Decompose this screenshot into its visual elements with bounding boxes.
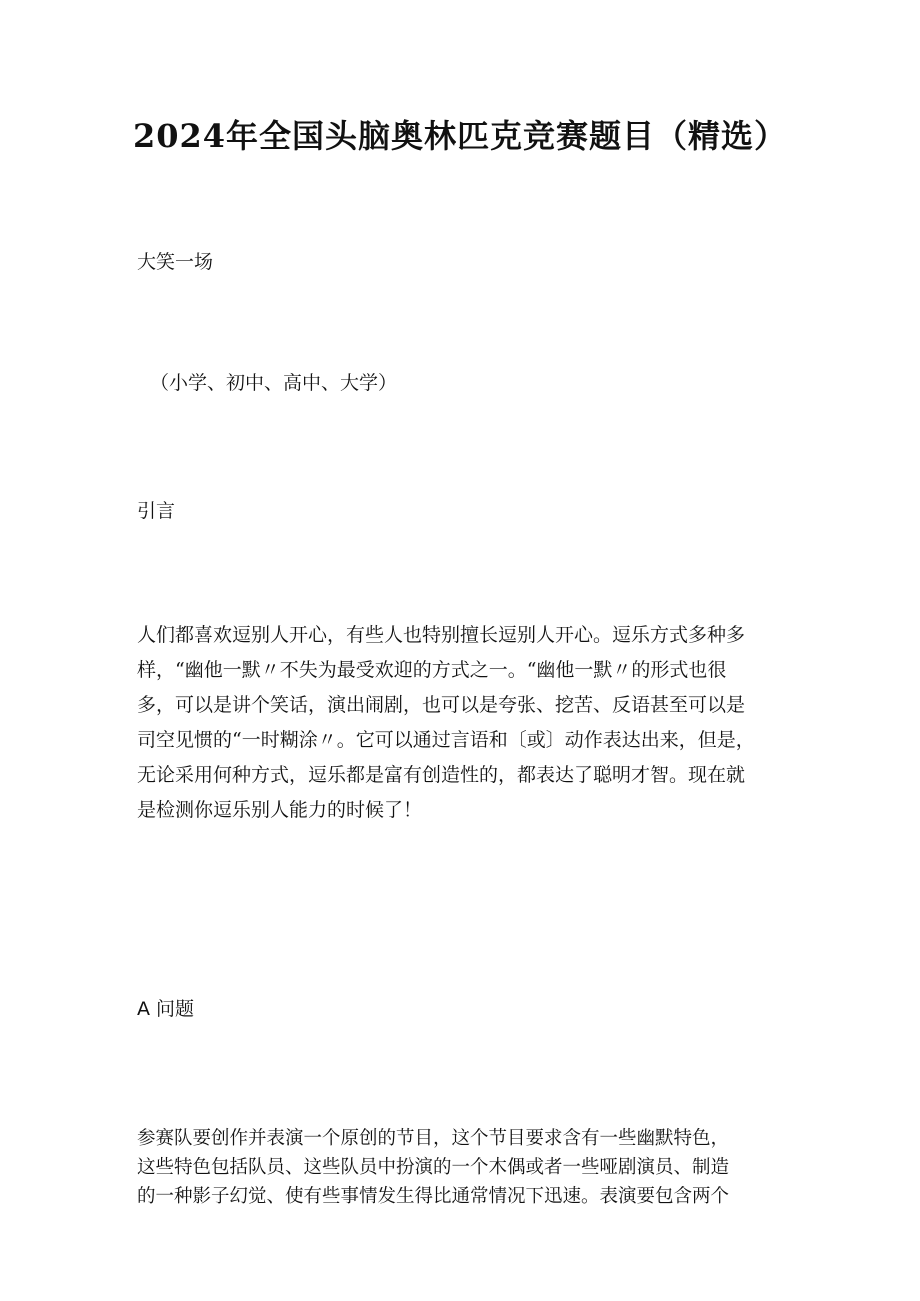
intro-line: 是检测你逗乐别人能力的时候了！ — [137, 799, 423, 821]
section-a-line: 参赛队要创作并表演一个原创的节目，这个节目要求含有一些幽默特色， — [137, 1128, 730, 1149]
competition-levels: （小学、初中、高中、大学） — [150, 372, 398, 394]
intro-paragraph — [137, 618, 797, 828]
problem-name: 大笑一场 — [137, 251, 214, 273]
document-title: 2024年全国头脑奥林匹克竞赛题目（精选） — [132, 117, 788, 155]
intro-line: 人们都喜欢逗别人开心，有些人也特别擅长逗别人开心。逗乐方式多种多 — [137, 624, 746, 646]
intro-line: 多，可以是讲个笑话，演出闹剧，也可以是夸张、挖苦、反语甚至可以是 — [137, 694, 746, 716]
section-a-line: 这些特色包括队员、这些队员中扮演的一个木偶或者一些哑剧演员、制造 — [137, 1157, 730, 1178]
intro-line: 司空见惯的“一时糊涂〃。它可以通过言语和〔或〕动作表达出来，但是， — [137, 729, 755, 751]
intro-heading: 引言 — [137, 500, 176, 522]
section-a-paragraph — [137, 1124, 797, 1211]
intro-line: 样，“幽他一默〃不失为最受欢迎的方式之一。“幽他一默〃的形式也很 — [137, 659, 727, 681]
section-a-heading: A 问题 — [137, 998, 195, 1020]
section-a-line: 的一种影子幻觉、使有些事情发生得比通常情况下迅速。表演要包含两个 — [137, 1186, 730, 1207]
intro-line: 无论采用何种方式，逗乐都是富有创造性的，都表达了聪明才智。现在就 — [137, 764, 746, 786]
